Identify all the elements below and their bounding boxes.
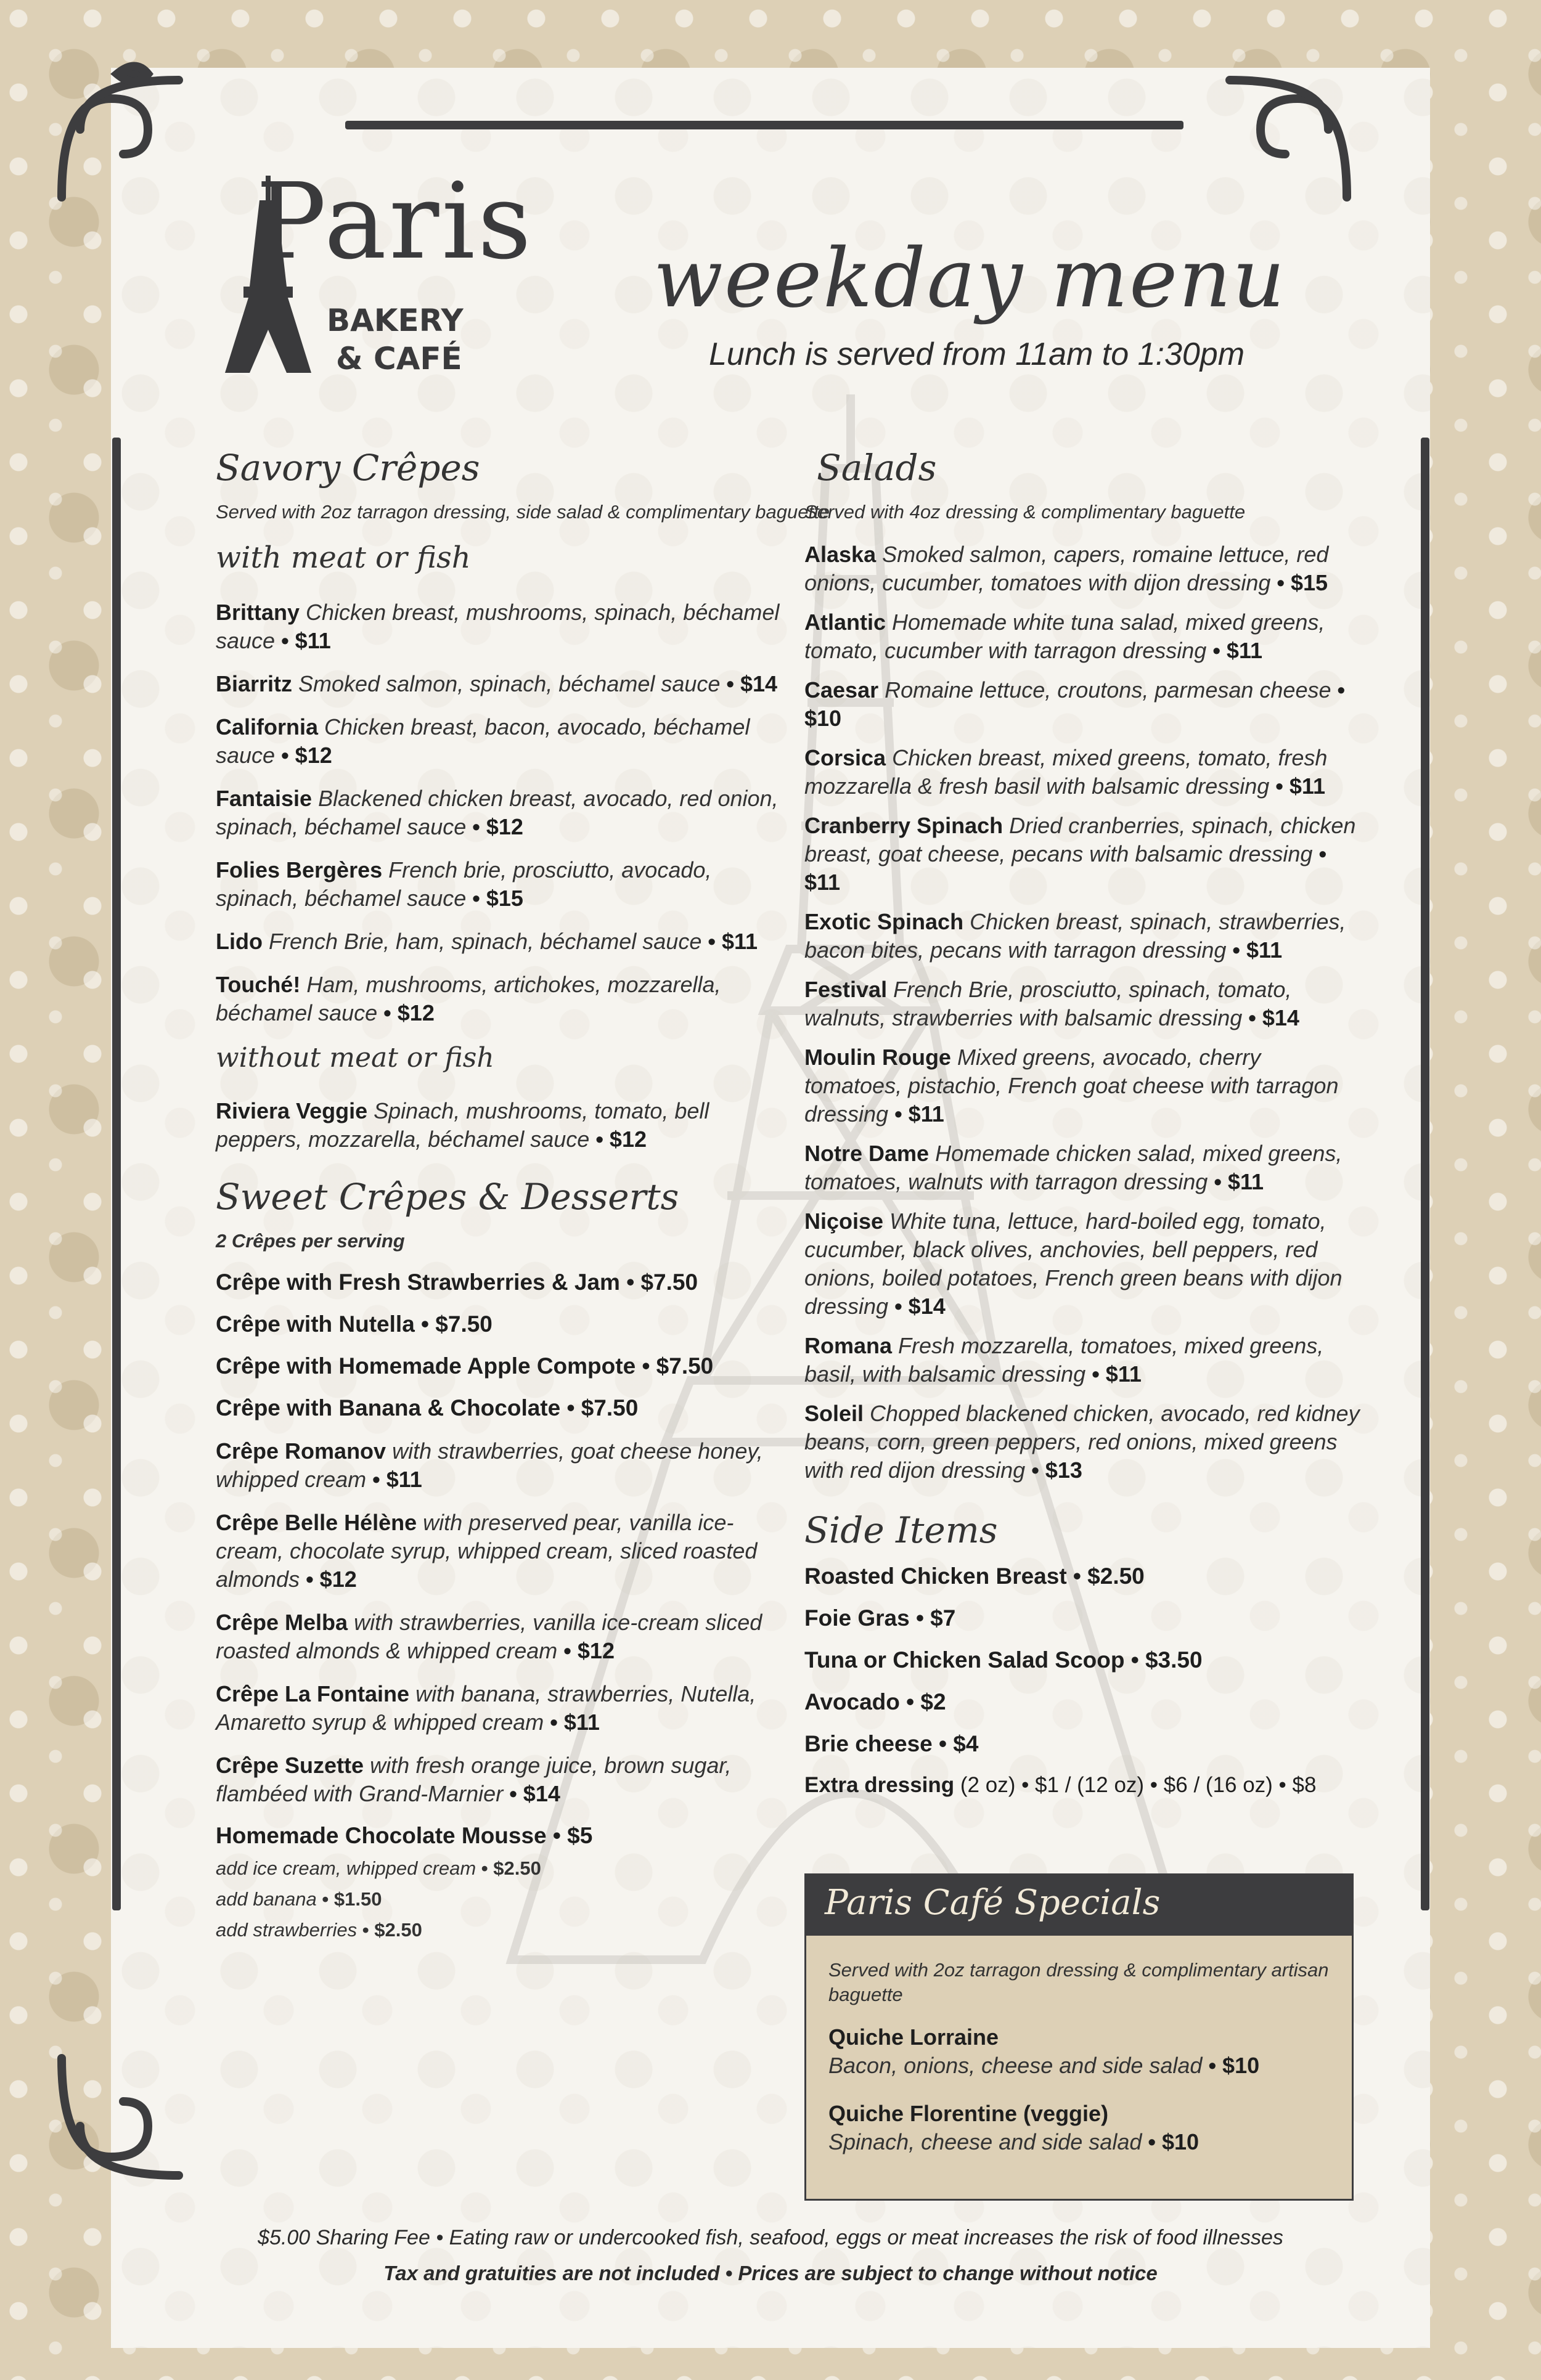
salads-note: Served with 4oz dressing & complimentary baguette (804, 501, 1246, 523)
menu-item: Quiche Florentine (veggie) Spinach, cheese and side salad • $10 (828, 2101, 1200, 2154)
menu-item: Biarritz Smoked salmon, spinach, béchamel sauce • $14 (216, 671, 778, 696)
savory-note: Served with 2oz tarragon dressing, side salad & complimentary baguette (216, 501, 830, 523)
savory-meat-title: with meat or fish (216, 540, 471, 575)
sweet-title: Sweet Crêpes & Desserts (216, 1176, 679, 1218)
savory-title: Savory Crêpes (216, 447, 480, 489)
menu-item: Brie cheese • $4 (804, 1731, 979, 1756)
specials-title: Paris Café Specials (825, 1883, 1161, 1923)
menu-item: Exotic Spinach Chicken breast, spinach, strawberries, bacon bites, pecans with tarragon dressing • $11 (804, 909, 1346, 963)
menu-item: Soleil Chopped blackened chicken, avocado, red kidney beans, corn, green peppers, red onions, mixed greens with red dijon dressing • $13 (804, 1401, 1360, 1483)
menu-item: Crêpe La Fontaine with banana, strawberries, Nutella, Amaretto syrup & whipped cream • $11 (216, 1681, 756, 1735)
logo-name: Paris (256, 161, 534, 283)
menu-item: Atlantic Homemade white tuna salad, mixed greens, tomato, cucumber with tarragon dressing • $11 (804, 609, 1325, 663)
menu-item: Crêpe Romanov with strawberries, goat cheese honey, whipped cream • $11 (216, 1438, 763, 1492)
menu-item: Cranberry Spinach Dried cranberries, spinach, chicken breast, goat cheese, pecans with balsamic dressing • $11 (804, 813, 1356, 895)
menu-item: Crêpe Melba with strawberries, vanilla ice-cream sliced roasted almonds & whipped cream • $12 (216, 1610, 762, 1663)
corner-flourish-bottom-left (43, 2046, 191, 2194)
specials-header (806, 1875, 1352, 1936)
specials-box (804, 1873, 1354, 2201)
menu-item: Roasted Chicken Breast • $2.50 (804, 1563, 1145, 1589)
menu-item: Notre Dame Homemade chicken salad, mixed greens, tomatoes, walnuts with tarragon dressing • $11 (804, 1141, 1343, 1194)
top-rule (345, 121, 1183, 129)
menu-item: Festival French Brie, prosciutto, spinach, tomato, walnuts, strawberries with balsamic dressing • $14 (804, 977, 1299, 1030)
right-rule (1421, 438, 1429, 1910)
savory-veg-title: without meat or fish (216, 1042, 494, 1074)
menu-item: Lido French Brie, ham, spinach, béchamel sauce • $11 (216, 929, 758, 954)
sweet-note: 2 Crêpes per serving (216, 1230, 405, 1252)
menu-item: Extra dressing (2 oz) • $1 / (12 oz) • $6 / (16 oz) • $8 (804, 1773, 1317, 1797)
salads-title: Salads (817, 447, 937, 489)
left-rule (112, 438, 121, 1910)
logo (219, 161, 534, 379)
addon-item: add banana • $1.50 (216, 1888, 382, 1910)
footer-notice: $5.00 Sharing Fee • Eating raw or undercooked fish, seafood, eggs or meat increases the risk of food illnesses (258, 2226, 1283, 2249)
addon-item: add strawberries • $2.50 (216, 1919, 422, 1941)
menu-item: Quiche Lorraine Bacon, onions, cheese and side salad • $10 (828, 2024, 1260, 2078)
page-title: weekday menu (653, 231, 1286, 326)
corner-flourish-top-right (1217, 62, 1365, 210)
sides-title: Side Items (804, 1509, 998, 1551)
right-column (804, 447, 1362, 1814)
menu-item: Crêpe with Nutella • $7.50 (216, 1311, 493, 1337)
corner-flourish-top-left (43, 62, 191, 210)
menu-item: Romana Fresh mozzarella, tomatoes, mixed greens, basil, with balsamic dressing • $11 (804, 1333, 1324, 1387)
footer-disclaimer: Tax and gratuities are not included • Prices are subject to change without notice (383, 2262, 1158, 2284)
menu-item: Foie Gras • $7 (804, 1605, 956, 1631)
logo-bakery: BAKERY (327, 303, 464, 338)
menu-item: Riviera Veggie Spinach, mushrooms, tomato, bell peppers, mozzarella, béchamel sauce • $12 (216, 1098, 709, 1152)
menu-item: Crêpe Belle Hélène with preserved pear, vanilla ice-cream, chocolate syrup, whipped cream, sliced roasted almonds • $12 (216, 1510, 758, 1592)
menu-item: Homemade Chocolate Mousse • $5 (216, 1823, 593, 1848)
menu-item: Crêpe Suzette with fresh orange juice, brown sugar, flambéed with Grand-Marnier • $14 (216, 1753, 732, 1806)
logo-cafe: & CAFÉ (336, 341, 462, 377)
menu-item: Caesar Romaine lettuce, croutons, parmesan cheese • $10 (804, 677, 1346, 731)
menu-item: Brittany Chicken breast, mushrooms, spinach, béchamel sauce • $11 (216, 600, 780, 653)
menu-item: California Chicken breast, bacon, avocado, béchamel sauce • $12 (216, 714, 750, 768)
addon-item: add ice cream, whipped cream • $2.50 (216, 1857, 541, 1879)
menu-item: Crêpe with Fresh Strawberries & Jam • $7.50 (216, 1269, 698, 1295)
left-column (216, 447, 830, 1950)
menu-item: Niçoise White tuna, lettuce, hard-boiled egg, tomato, cucumber, black olives, anchovies, bell peppers, red onions, boiled potatoes, French green beans with dijon dressing • $14 (804, 1208, 1343, 1319)
menu-item: Moulin Rouge Mixed greens, avocado, cherry tomatoes, pistachio, French goat cheese with tarragon dressing • $11 (804, 1045, 1339, 1127)
menu-item: Touché! Ham, mushrooms, artichokes, mozzarella, béchamel sauce • $12 (216, 972, 721, 1025)
menu-item: Folies Bergères French brie, prosciutto, avocado, spinach, béchamel sauce • $15 (216, 857, 712, 911)
menu-item: Corsica Chicken breast, mixed greens, tomato, fresh mozzarella & fresh basil with balsamic dressing • $11 (804, 745, 1328, 799)
specials-note: Served with 2oz tarragon dressing & complimentary artisan baguette (828, 1959, 1329, 2005)
page-subtitle: Lunch is served from 11am to 1:30pm (709, 336, 1245, 372)
menu-item: Avocado • $2 (804, 1689, 946, 1714)
menu-item: Fantaisie Blackened chicken breast, avocado, red onion, spinach, béchamel sauce • $12 (216, 786, 779, 839)
menu-item: Alaska Smoked salmon, capers, romaine lettuce, red onions, cucumber, tomatoes with dijon dressing • $15 (804, 542, 1329, 595)
menu-item: Tuna or Chicken Salad Scoop • $3.50 (804, 1647, 1203, 1673)
menu-item: Crêpe with Homemade Apple Compote • $7.50 (216, 1353, 714, 1379)
menu-item: Crêpe with Banana & Chocolate • $7.50 (216, 1395, 639, 1420)
